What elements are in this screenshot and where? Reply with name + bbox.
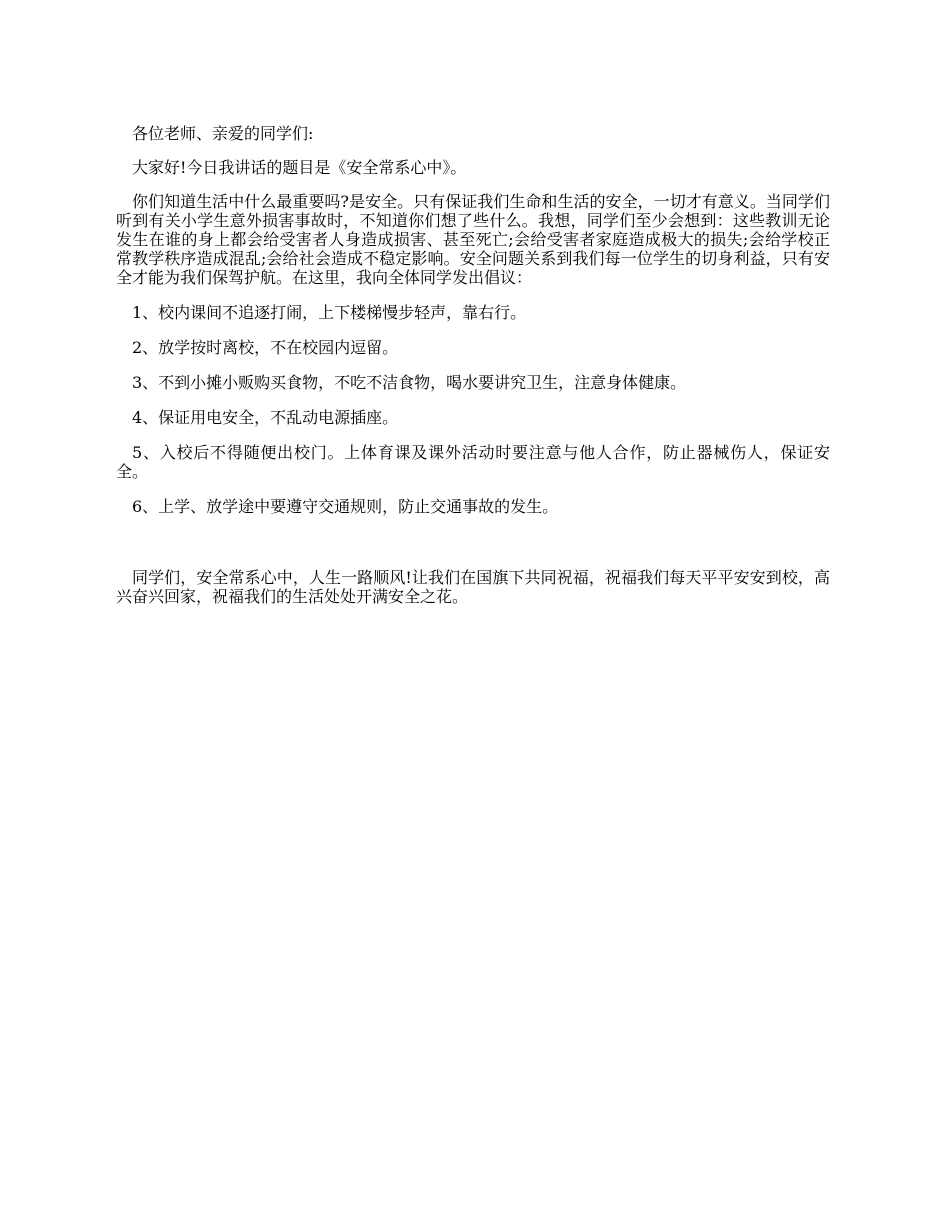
intro-paragraph: 大家好!今日我讲话的题目是《安全常系心中》。 xyxy=(132,158,467,177)
list-item: 6、上学、放学途中要遵守交通规则，防止交通事故的发生。 xyxy=(132,497,559,516)
list-item: 4、保证用电安全，不乱动电源插座。 xyxy=(132,408,399,427)
salutation: 各位老师、亲爱的同学们: xyxy=(132,124,314,143)
list-item: 1、校内课间不追逐打闹，上下楼梯慢步轻声，靠右行。 xyxy=(132,303,527,322)
document-page xyxy=(116,124,830,606)
list-item: 3、不到小摊小贩购买食物，不吃不洁食物，喝水要讲究卫生，注意身体健康。 xyxy=(132,373,687,392)
closing-paragraph: 同学们，安全常系心中，人生一路顺风!让我们在国旗下共同祝福，祝福我们每天平平安安到校，高兴奋兴回家，祝福我们的生活处处开满安全之花。 xyxy=(116,568,830,606)
body-paragraph: 你们知道生活中什么最重要吗?是安全。只有保证我们生命和生活的安全，一切才有意义。当同学们听到有关小学生意外损害事故时，不知道你们想了些什么。我想，同学们至少会想到：这些教训无论发生在谁的身上都会给受害者人身造成损害、甚至死亡;会给受害者家庭造成极大的损失;会给学校正常教学秩序造成混乱;会给社会造成不稳定影响。安全问题关系到我们每一位学生的切身利益，只有安全才能为我们保驾护航。在这里，我向全体同学发出倡议： xyxy=(116,192,830,287)
list-item: 2、放学按时离校，不在校园内逗留。 xyxy=(132,338,399,357)
list-item: 5、入校后不得随便出校门。上体育课及课外活动时要注意与他人合作，防止器械伤人，保证安全。 xyxy=(116,443,830,481)
